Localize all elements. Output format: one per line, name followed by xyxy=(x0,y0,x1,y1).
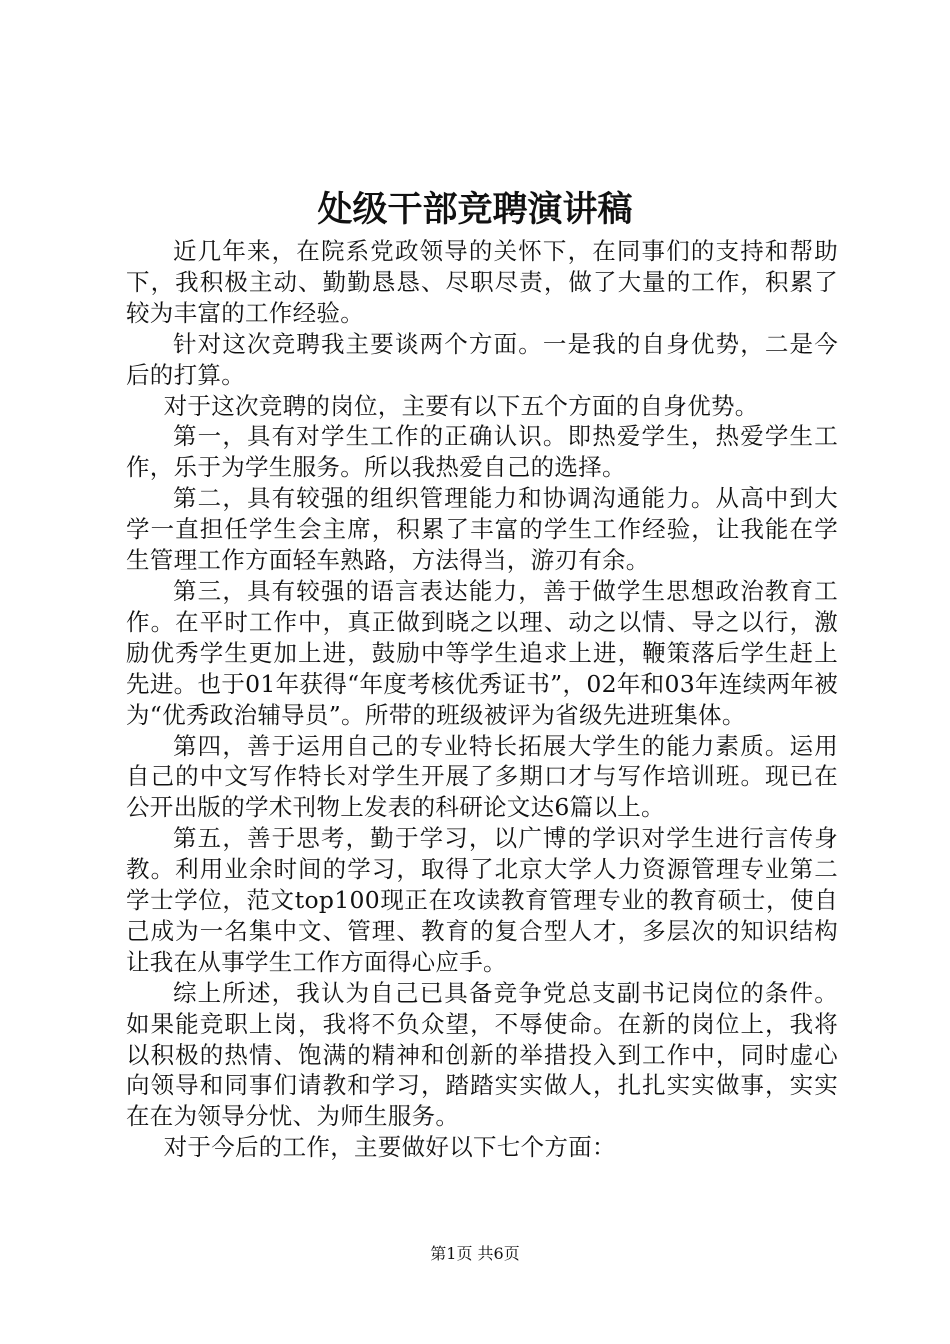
paragraph-advantage-2: 第二，具有较强的组织管理能力和协调沟通能力。从高中到大学一直担任学生会主席，积累了丰富的学生工作经验，让我能在学生管理工作方面轻车熟路，方法得当，游刃有余。 xyxy=(126,484,838,575)
paragraph-advantage-1: 第一，具有对学生工作的正确认识。即热爱学生，热爱学生工作，乐于为学生服务。所以我热爱自己的选择。 xyxy=(126,422,838,482)
page-title: 处级干部竞聘演讲稿 xyxy=(317,189,633,230)
page-indicator: 第1页 共6页 xyxy=(430,1244,520,1263)
paragraph-outline: 针对这次竞聘我主要谈两个方面。一是我的自身优势，二是今后的打算。 xyxy=(126,329,838,389)
paragraph-advantage-3: 第三，具有较强的语言表达能力，善于做学生思想政治教育工作。在平时工作中，真正做到晓之以理、动之以情、导之以行，激励优秀学生更加上进，鼓励中等学生追求上进，鞭策落后学生赶上先进。也于01年获得“年度考核优秀证书”，02年和03年连续两年被为“优秀政治辅导员”。所带的班级被评为省级先进班集体。 xyxy=(126,576,838,729)
paragraph-intro: 近几年来，在院系党政领导的关怀下，在同事们的支持和帮助下，我积极主动、勤勤恳恳、尽职尽责，做了大量的工作，积累了较为丰富的工作经验。 xyxy=(126,237,838,327)
paragraph-advantages-lead: 对于这次竞聘的岗位，主要有以下五个方面的自身优势。 xyxy=(163,391,759,420)
paragraph-advantage-4: 第四，善于运用自己的专业特长拓展大学生的能力素质。运用自己的中文写作特长对学生开展了多期口才与写作培训班。现已在公开出版的学术刊物上发表的科研论文达6篇以上。 xyxy=(126,731,838,822)
paragraph-plans-lead: 对于今后的工作，主要做好以下七个方面： xyxy=(163,1133,616,1162)
paragraph-advantage-5: 第五，善于思考，勤于学习，以广博的学识对学生进行言传身教。利用业余时间的学习，取得了北京大学人力资源管理专业第二学士学位，范文top100现正在攻读教育管理专业的教育硕士，使自己成为一名集中文、管理、教育的复合型人才，多层次的知识结构让我在从事学生工作方面得心应手。 xyxy=(126,824,838,976)
paragraph-summary: 综上所述，我认为自己已具备竞争党总支副书记岗位的条件。如果能竞职上岗，我将不负众望，不辱使命。在新的岗位上，我将以积极的热情、饱满的精神和创新的举措投入到工作中，同时虚心向领导和同事们请教和学习，踏踏实实做人，扎扎实实做事，实实在在为领导分忧、为师生服务。 xyxy=(126,978,838,1131)
document-body xyxy=(126,236,838,1163)
page-footer xyxy=(0,1243,950,1265)
